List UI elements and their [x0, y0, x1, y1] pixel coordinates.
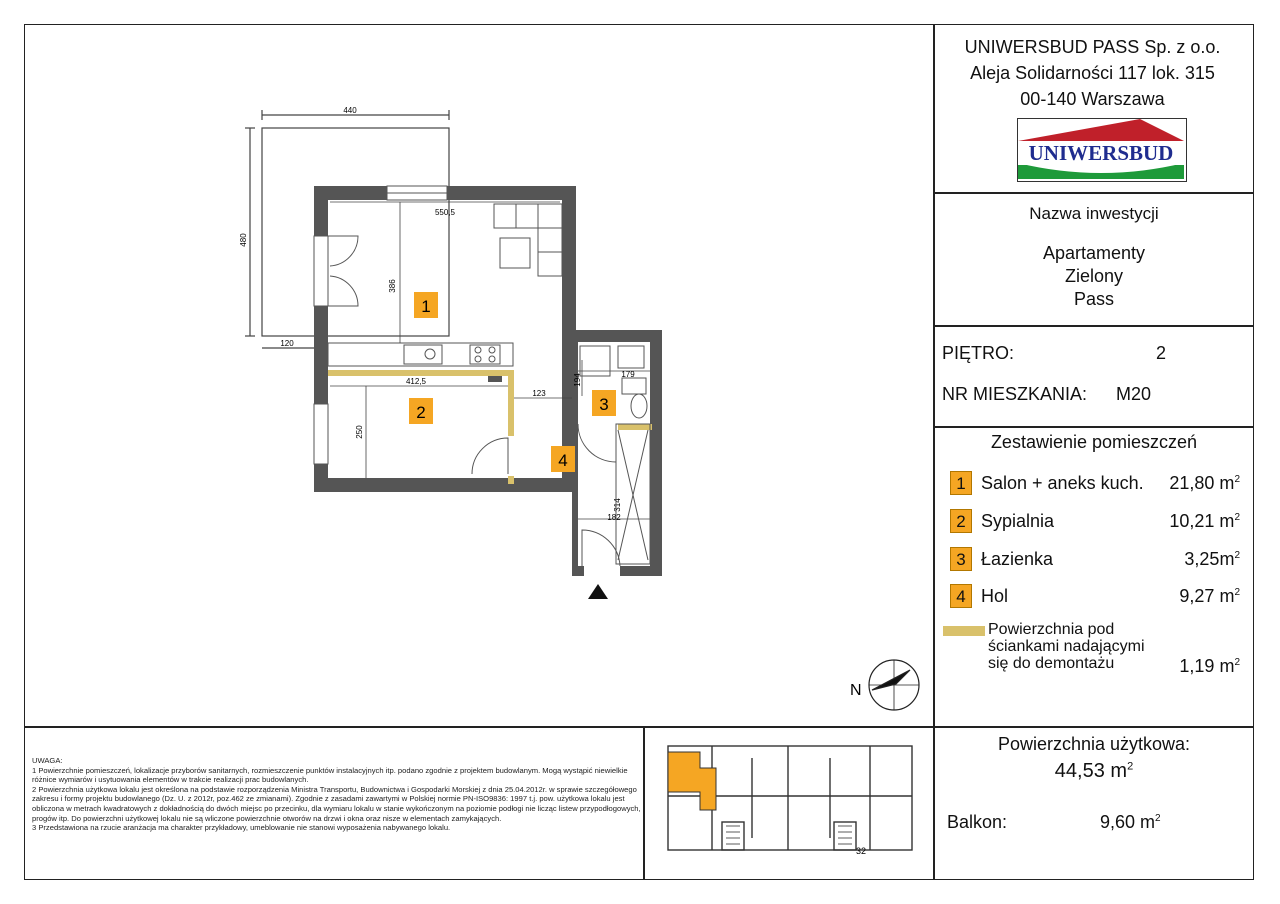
dim-hall-depth: 314	[613, 498, 622, 512]
usable-area-value: 44,53 $m^2$	[1054, 760, 1134, 782]
kitchen	[328, 343, 513, 366]
room-name-4: Hol	[981, 586, 1009, 606]
floor-value: 2	[1156, 343, 1167, 363]
apartment-label: NR MIESZKANIA:	[942, 384, 1088, 404]
balcony-label: Balkon:	[947, 812, 1008, 832]
floor-label: PIĘTRO:	[942, 343, 1015, 363]
key-plan	[660, 738, 920, 860]
company-address-1: Aleja Solidarności 117 lok. 315	[970, 63, 1215, 83]
investment-section	[935, 200, 1253, 311]
dim-room2-depth: 250	[355, 425, 364, 439]
room-name-3: Łazienka	[981, 549, 1054, 569]
logo-text: UNIWERSBUD	[1028, 141, 1174, 165]
demolition-legend-text: Powierzchnia pod ściankami nadającymi się do demontażu	[988, 621, 1145, 672]
furniture	[494, 204, 562, 276]
note-2: 2 Powierzchnia użytkowa lokalu jest określona na podstawie rozporządzenia Ministra Transportu, Budownictwa i Gospodarki Morskiej z dnia 25.04.2012r. w sprawie szczegółowego zakresu i formy projektu budowlanego (Dz. U. z 2012r, poz.462 ze zmianami). Zgodnie z zasadami zawartymi w Polskiej normie PN-ISO9836: 1997 t.j. pow. użytkowa lokalu jest obliczona w metrach kwadratowych z dokładnością do dwóch miejsc po przecinku, dla wymiaru lokalu w stanie wykończonym na poziomie podłogi nie licząc listew przypodłogowych, progów itp. Do powierzchni użytkowej lokalu nie są wliczone powierzchnie otworów na drzwi i okna oraz nisze w elementach zamykających.	[32, 784, 641, 823]
room-badge-1: 1	[950, 471, 972, 495]
room-area-1: 21,80 $m^2$	[1169, 473, 1240, 493]
apartment-value: M20	[1116, 384, 1152, 404]
divider-investment	[933, 325, 1254, 327]
divider-bottom	[24, 726, 1254, 728]
divider-notes	[643, 726, 645, 880]
investment-label: Nazwa inwestycji	[1029, 204, 1159, 223]
dim-hall-entry: 182	[607, 513, 621, 522]
room-area-2: 10,21 $m^2$	[1169, 511, 1240, 531]
company-address-2: 00-140 Warszawa	[1020, 89, 1165, 109]
dim-bath-depth: 194	[573, 373, 582, 387]
room-area-4: 9,27 $m^2$	[1179, 586, 1240, 606]
plan-room-1: 1	[421, 297, 431, 316]
plan-room-2: 2	[416, 403, 426, 422]
dim-room1-depth: 386	[388, 279, 397, 293]
room-badge-2: 2	[950, 509, 972, 533]
compass-icon	[869, 660, 919, 710]
demolition-area: 1,19 $m^2$	[1179, 656, 1240, 676]
usable-area-label: Powierzchnia użytkowa:	[997, 734, 1191, 754]
note-1: 1 Powierzchnie pomieszczeń, lokalizacje przyborów sanitarnych, rozmieszczenie punktów instalacyjnych itp. podano zgodnie z projektem budowlanym. Mogą wystąpić niewielkie różnice wymiarów i usytuowania elementów w trakcie realizacji prac budowlanych.	[32, 765, 628, 785]
room-name-1: Salon + aneks kuch.	[981, 473, 1144, 493]
key-plan-apartment-highlight	[668, 752, 716, 810]
balcony-value: 9,60 $m^2$	[1100, 812, 1161, 832]
divider-company	[933, 192, 1254, 194]
dim-balcony-depth: 480	[239, 233, 248, 247]
key-plan-mark: 32	[856, 846, 867, 856]
rooms-title: Zestawienie pomieszczeń	[990, 432, 1198, 452]
room-badge-3: 3	[950, 547, 972, 571]
company-name: UNIWERSBUD PASS Sp. z o.o.	[964, 37, 1221, 57]
dim-hall-width: 123	[532, 389, 546, 398]
company-header	[935, 34, 1250, 112]
demolition-walls	[328, 370, 652, 484]
room-badge-4: 4	[950, 584, 972, 608]
divider-info	[933, 426, 1254, 428]
investment-name-1: Apartamenty	[1042, 243, 1146, 263]
notes-title: UWAGA:	[32, 756, 63, 765]
dim-room2-width: 412,5	[405, 377, 427, 386]
plan-room-4: 4	[558, 451, 568, 470]
dim-balcony-width: 440	[343, 106, 357, 115]
room-area-3: $3,25m^2$	[1184, 549, 1240, 569]
dim-balcony-side: 120	[280, 339, 294, 348]
entrance-arrow	[588, 584, 608, 599]
company-logo	[1017, 118, 1187, 182]
dim-room1-width: 550,5	[434, 208, 456, 217]
room-name-2: Sypialnia	[981, 511, 1055, 531]
plan-room-3: 3	[599, 395, 609, 414]
investment-name-3: Pass	[1073, 289, 1115, 309]
notes-block	[32, 756, 642, 833]
bathroom	[578, 346, 650, 566]
demolition-legend-swatch	[943, 626, 985, 636]
compass-label: N	[850, 682, 862, 699]
note-3: 3 Przedstawiona na rzucie aranżacja ma charakter przykładowy, umeblowanie nie stanowi wyposażenia nabywanego lokalu.	[32, 823, 451, 833]
dim-bath-width: 179	[621, 370, 635, 379]
investment-name-2: Zielony	[1064, 266, 1124, 286]
